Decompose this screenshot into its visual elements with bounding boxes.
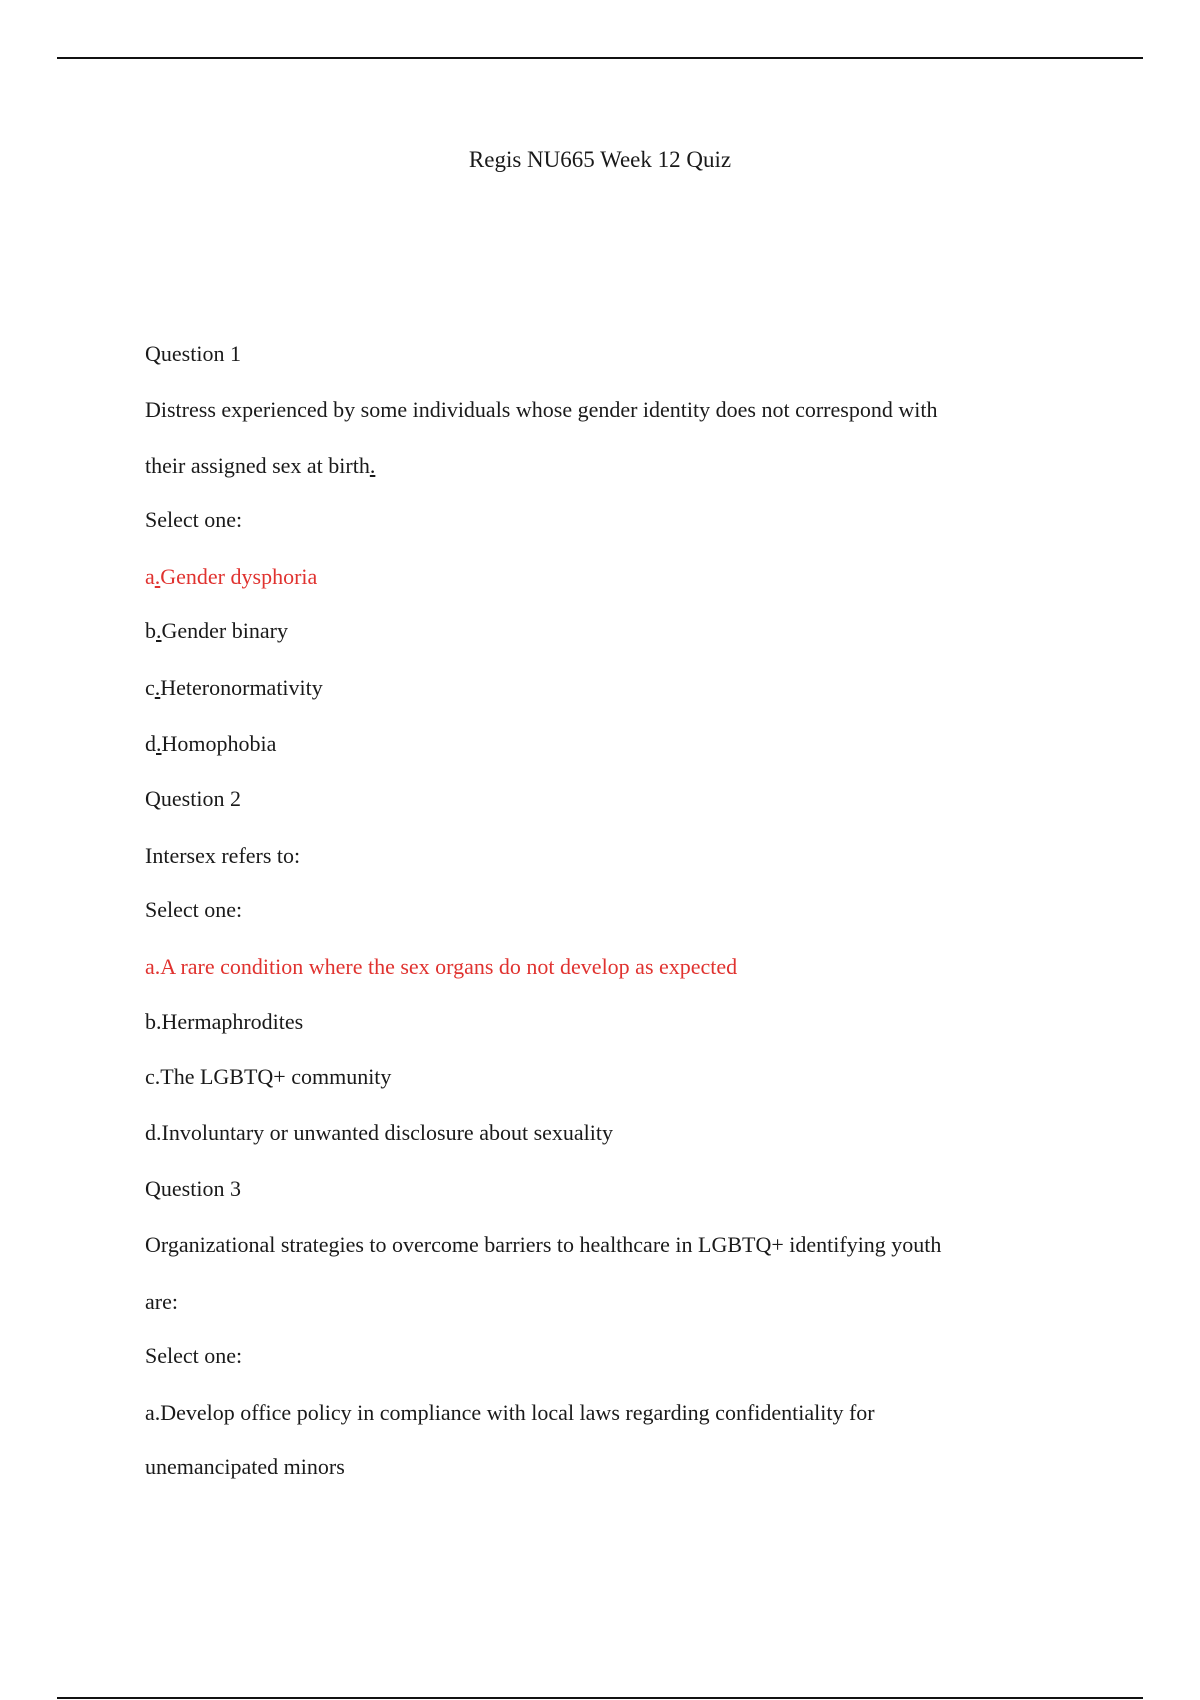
question-3-stem-line-1: Organizational strategies to overcome barriers to healthcare in LGBTQ+ identifying youth	[145, 1232, 942, 1257]
question-2-stem: Intersex refers to:	[145, 843, 301, 868]
option-text: The LGBTQ+ community	[160, 1064, 392, 1089]
option-letter: a	[145, 564, 155, 589]
question-2-label: Question 2	[145, 786, 241, 811]
option-separator: .	[156, 1009, 162, 1034]
question-2-select-label: Select one:	[145, 897, 243, 922]
option-separator: .	[154, 1064, 161, 1089]
footer-rule	[57, 1697, 1143, 1699]
question-1-stem-line-1: Distress experienced by some individuals whose gender identity does not correspond with	[145, 397, 938, 422]
option-separator: .	[154, 564, 161, 589]
question-1-option-c	[145, 672, 323, 704]
option-letter: b	[145, 618, 156, 643]
question-1-option-a	[145, 561, 317, 593]
option-separator: .	[154, 675, 161, 700]
question-3-label: Question 3	[145, 1176, 241, 1201]
question-3-option-a	[145, 1397, 875, 1429]
header-rule	[57, 57, 1143, 59]
stem-end-mark: .	[369, 453, 376, 478]
question-2-option-c	[145, 1061, 391, 1093]
question-1-label: Question 1	[145, 341, 241, 366]
question-1-option-d	[145, 728, 276, 760]
option-separator: .	[154, 954, 161, 979]
page-title: Regis NU665 Week 12 Quiz	[468, 147, 732, 172]
question-1-select-label: Select one:	[145, 507, 243, 532]
option-letter: d	[145, 731, 156, 756]
option-separator: .	[156, 1120, 162, 1145]
option-letter: c	[145, 1064, 155, 1089]
question-2-option-b	[145, 1006, 303, 1038]
option-letter: a	[145, 1400, 155, 1425]
option-letter: d	[145, 1120, 156, 1145]
option-text: Heteronormativity	[160, 675, 323, 700]
question-3-option-a-continuation: unemancipated minors	[145, 1454, 345, 1479]
option-letter: b	[145, 1009, 156, 1034]
question-1-option-b	[145, 615, 288, 647]
option-text: Gender dysphoria	[160, 564, 318, 589]
option-separator: .	[156, 731, 162, 756]
option-letter: c	[145, 675, 155, 700]
question-3-select-label: Select one:	[145, 1343, 243, 1368]
question-2-option-d	[145, 1117, 613, 1149]
question-3-stem-line-2: are:	[145, 1289, 178, 1314]
option-text: Gender binary	[161, 618, 288, 643]
option-text: Develop office policy in compliance with local laws regarding confidentiality for	[160, 1400, 875, 1425]
question-2-option-a	[145, 951, 737, 983]
option-text: Hermaphrodites	[161, 1009, 304, 1034]
option-separator: .	[154, 1400, 161, 1425]
option-text: A rare condition where the sex organs do not develop as expected	[160, 954, 738, 979]
option-text: Homophobia	[161, 731, 277, 756]
option-letter: a	[145, 954, 155, 979]
option-text: Involuntary or unwanted disclosure about sexuality	[161, 1120, 614, 1145]
question-1-stem-line-2	[145, 450, 375, 482]
option-separator: .	[156, 618, 162, 643]
stem-text: their assigned sex at birth	[145, 453, 370, 478]
